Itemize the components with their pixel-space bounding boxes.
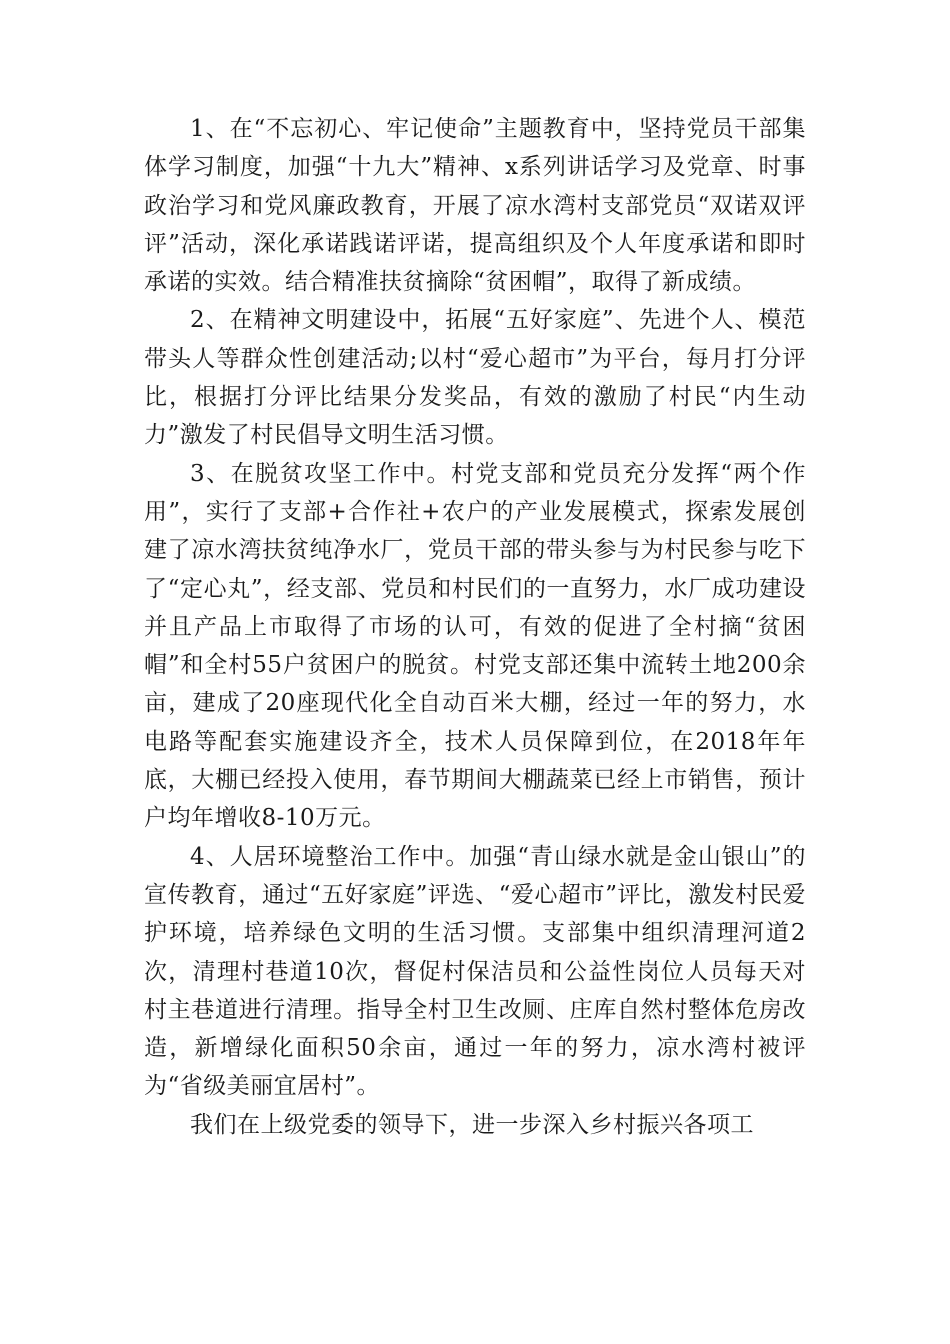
paragraph-2: 2、在精神文明建设中，拓展“五好家庭”、先进个人、模范带头人等群众性创建活动;以村“爱心超市”为平台，每月打分评比，根据打分评比结果分发奖品，有效的激励了村民“内生动力”激发了村民倡导文明生活习惯。: [144, 307, 806, 449]
document-body: [144, 110, 806, 1144]
paragraph-1: 1、在“不忘初心、牢记使命”主题教育中，坚持党员干部集体学习制度，加强“十九大”精神、x系列讲话学习及党章、时事政治学习和党风廉政教育，开展了凉水湾村支部党员“双诺双评评”活动，深化承诺践诺评诺，提高组织及个人年度承诺和即时承诺的实效。结合精准扶贫摘除“贫困帽”，取得了新成绩。: [144, 116, 806, 296]
paragraph-3: 3、在脱贫攻坚工作中。村党支部和党员充分发挥“两个作用”，实行了支部+合作社+农户的产业发展模式，探索发展创建了凉水湾扶贫纯净水厂，党员干部的带头参与为村民参与吃下了“定心丸”，经支部、党员和村民们的一直努力，水厂成功建设并且产品上市取得了市场的认可，有效的促进了全村摘“贫困帽”和全村55户贫困户的脱贫。村党支部还集中流转土地200余亩，建成了20座现代化全自动百米大棚，经过一年的努力，水电路等配套实施建设齐全，技术人员保障到位，在2018年年底，大棚已经投入使用，春节期间大棚蔬菜已经上市销售，预计户均年增收8-10万元。: [144, 460, 806, 832]
paragraph-5: 我们在上级党委的领导下，进一步深入乡村振兴各项工: [190, 1111, 754, 1138]
paragraph-4: 4、人居环境整治工作中。加强“青山绿水就是金山银山”的宣传教育，通过“五好家庭”评选、“爱心超市”评比，激发村民爱护环境，培养绿色文明的生活习惯。支部集中组织清理河道2次，清理村巷道10次，督促村保洁员和公益性岗位人员每天对村主巷道进行清理。指导全村卫生改厕、庄库自然村整体危房改造，新增绿化面积50余亩，通过一年的努力，凉水湾村被评为“省级美丽宜居村”。: [144, 843, 806, 1100]
